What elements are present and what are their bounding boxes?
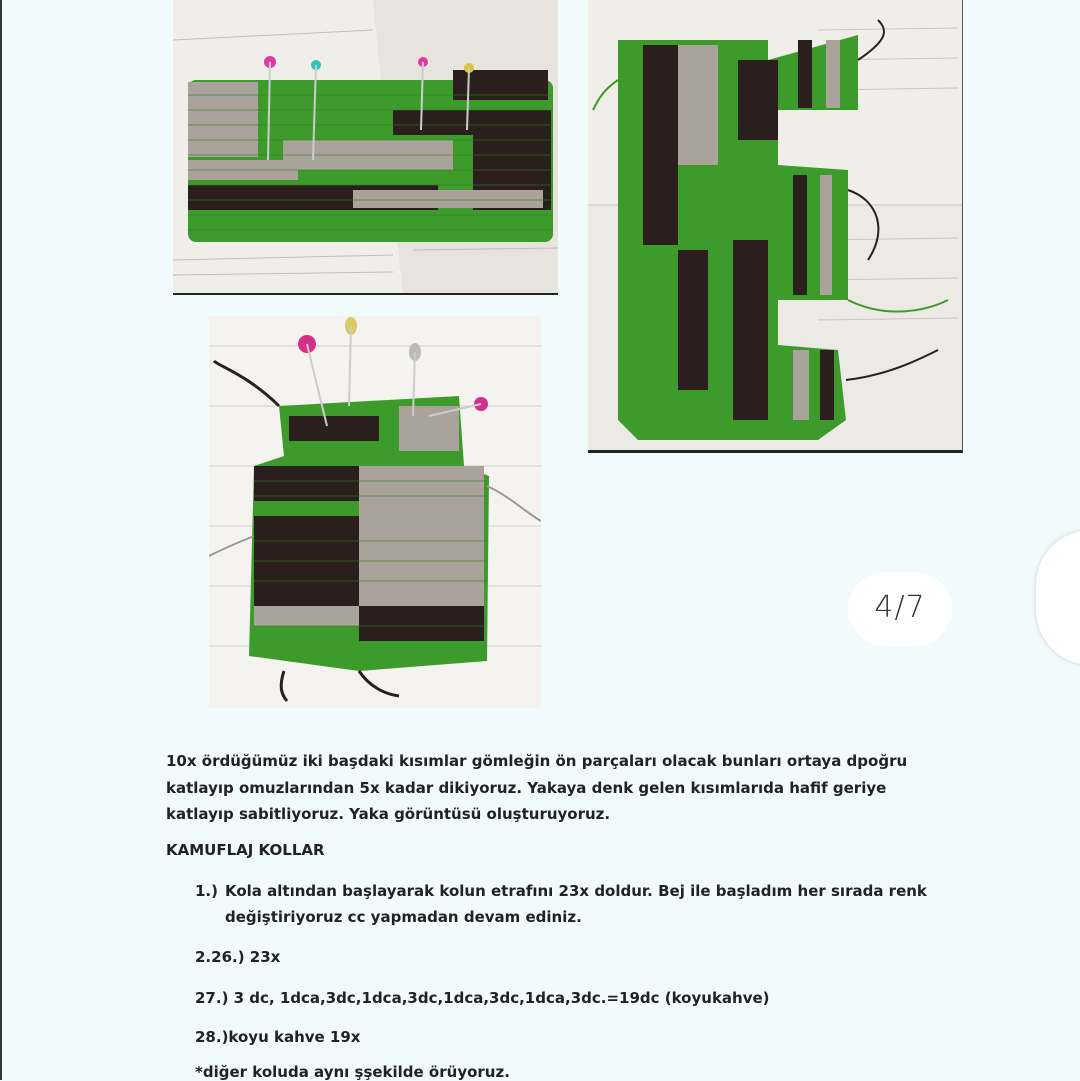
step-1-number: 1.) [195,882,218,900]
step-3: 27.) 3 dc, 1dca,3dc,1dca,3dc,1dca,3dc,1dca,3dc.=19dc (koyukahve) [195,989,770,1007]
scroll-side-handle[interactable] [1036,530,1080,665]
step-1 [195,878,935,930]
crochet-photo-back-panel [173,0,558,295]
step-1-line-1: Kola altından başlayarak kolun etrafını 23x doldur. Bej ile başladım her sırada renk [225,882,927,900]
step-2: 2.26.) 23x [195,948,281,966]
crochet-photo-folded-piece [209,316,541,708]
step-4: 28.)koyu kahve 19x [195,1028,361,1046]
page-left-border [0,0,2,1080]
instruction-paragraph [166,748,926,828]
page-number-badge: 4/7 [848,572,952,646]
crochet-photo-front-piece [588,0,963,453]
paragraph-text: 10x ördüğümüz iki başdaki kısımlar gömleğin ön parçaları olacak bunları ortaya dpoğru katlayıp omuzlarından 5x kadar dikiyoruz. Yakaya denk gelen kısımlarıda hafif geriye katlayıp sabitliyoruz. Yaka görüntüsü oluşturuyoruz. [166,752,908,823]
note-text: *diğer koluda aynı şşekilde örüyoruz. [195,1063,510,1081]
section-heading: KAMUFLAJ KOLLAR [166,841,325,859]
step-1-line-2: değiştiriyoruz cc yapmadan devam ediniz. [225,908,582,926]
